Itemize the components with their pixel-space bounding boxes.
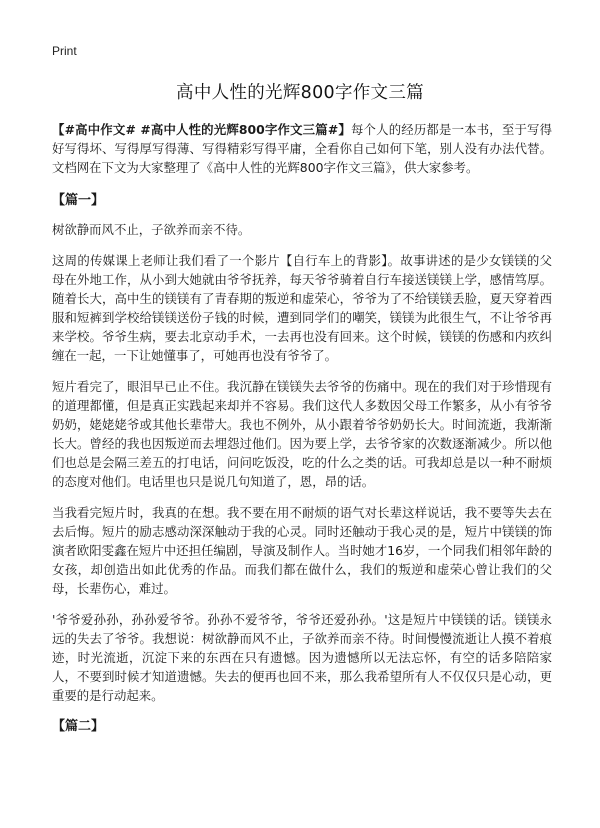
intro-text: 每个人的经历都是一本书，至于写得好写得坏、写得厚写得薄、写得精彩写得平庸，全看你自己如何下笔，别人没有办法代替。文档网在下文为大家整理了《高中人性的光辉800字作文三篇》，供大家参考。: [52, 122, 552, 175]
section1-paragraph-1: 树欲静而风不止，子欲养而亲不待。: [52, 222, 251, 237]
section-heading-1: 【篇一】: [52, 193, 105, 208]
page-title: 高中人性的光辉800字作文三篇: [176, 83, 424, 103]
section1-paragraph-4: 当我看完短片时，我真的在想。我不要在用不耐烦的语气对长辈这样说话，我不要等失去在去后悔。短片的励志感动深深触动于我的心灵。同时还触动于我心灵的是，短片中镁镁的饰演者欧阳雯鑫在短片中还担任编剧，导演及制作人。当时她才16岁，一个同我们相邻年龄的女孩，却创造出如此优秀的作品。而我们都在做什么，我们的叛逆和虚荣心曾让我们的父母，长辈伤心，难过。: [52, 505, 552, 596]
section1-paragraph-2: 这周的传媒课上老师让我们看了一个影片【自行车上的背影】。故事讲述的是少女镁镁的父母在外地工作，从小到大她就由爷爷抚养，每天爷爷骑着自行车接送镁镁上学，感情笃厚。随着长大，高中生的镁镁有了青春期的叛逆和虚荣心，爷爷为了不给镁镁丢脸，夏天穿着西服和短裤到学校给镁镁送份子钱的时候，遭到同学们的嘲笑，镁镁为此很生气，不让爷爷再来学校。爷爷生病，要去北京动手术，一去再也没有回来。这个时候，镁镁的伤感和内疚纠缠在一起，一下让她懂事了，可她再也没有爷爷了。: [52, 253, 552, 363]
article-body: [52, 120, 552, 746]
section1-paragraph-5: '爷爷爱孙孙，孙孙爱爷爷。孙孙不爱爷爷，爷爷还爱孙孙。'这是短片中镁镁的话。镁镁永远的失去了爷爷。我想说：树欲静而风不止，子欲养而亲不待。时间慢慢流逝让人摸不着痕迹，时光流逝，沉淀下来的东西在只有遗憾。因为遗憾所以无法忘怀，有空的话多陪陪家人，不要到时候才知道遗憾。失去的便再也回不来，那么我希望所有人不仅仅只是心动，更重要的是行动起来。: [52, 612, 552, 703]
print-label[interactable]: Print: [52, 44, 77, 58]
intro-tag: 【#高中作文# #高中人性的光辉800字作文三篇#】: [52, 122, 351, 137]
section-heading-2: 【篇二】: [52, 719, 105, 734]
intro-paragraph: [52, 120, 552, 177]
section1-paragraph-3: 短片看完了，眼泪早已止不住。我沉静在镁镁失去爷爷的伤痛中。现在的我们对于珍惜现有的道理都懂，但是真正实践起来却并不容易。我们这代人多数因父母工作繁多，从小有爷爷奶奶，姥姥姥爷或其他长辈带大。我也不例外，从小跟着爷爷奶奶长大。时间流逝，我渐渐长大。曾经的我也因叛逆而去埋怨过他们。因为要上学，去爷爷家的次数逐渐减少。所以他们也总是会隔三差五的打电话，问问吃饭没，吃的什么之类的话。可我却总是以一种不耐烦的态度对他们。电话里也只是说几句知道了，恩，昂的话。: [52, 379, 552, 489]
